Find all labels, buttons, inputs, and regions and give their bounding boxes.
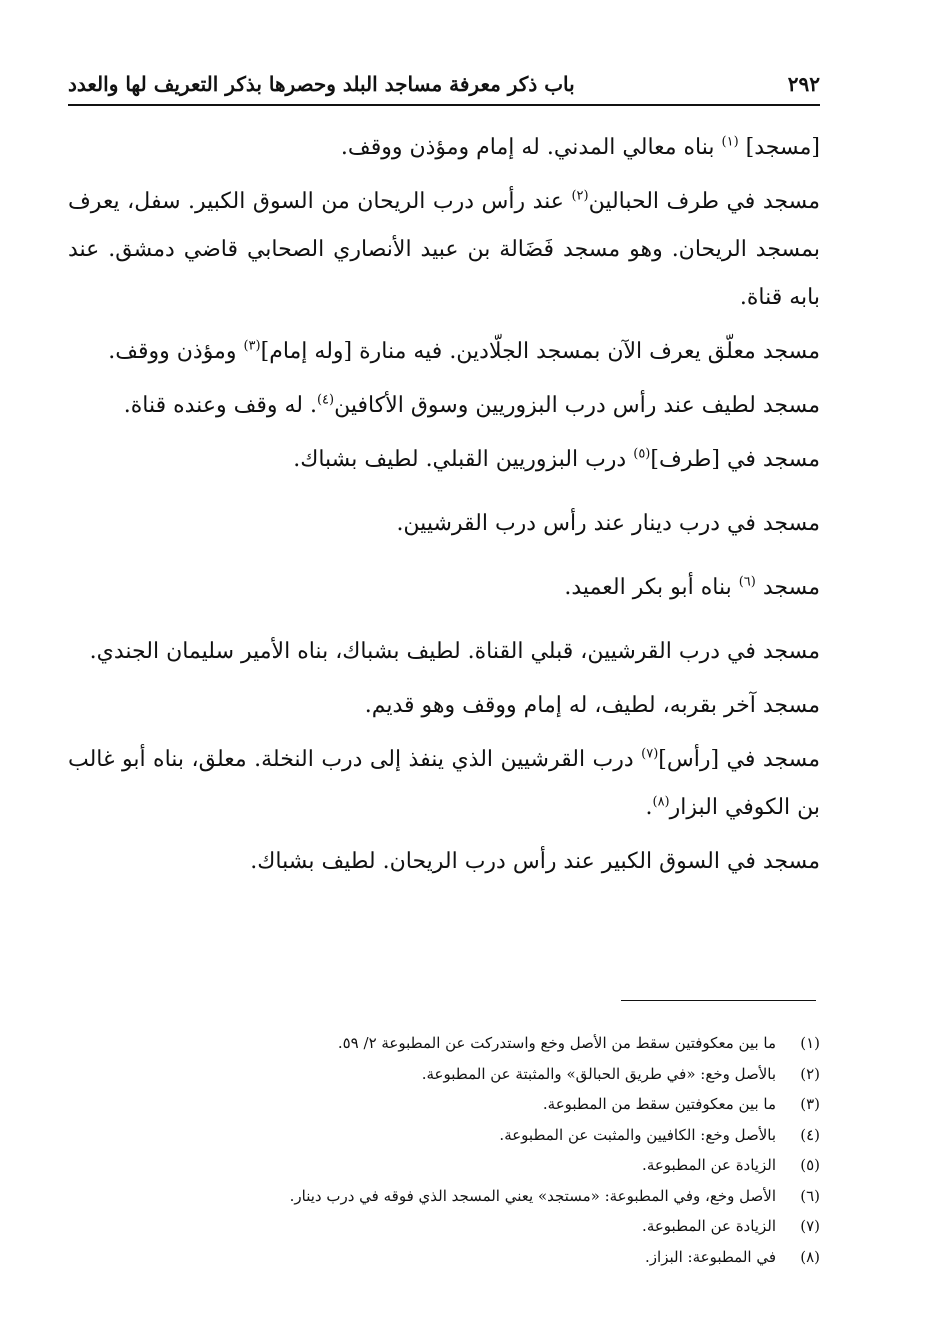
paragraph: مسجد آخر بقربه، لطيف، له إمام ووقف وهو قديم.	[364, 693, 820, 718]
footnote-number: (٢)	[800, 1064, 820, 1083]
footnote-ref[interactable]: (٧)	[641, 746, 659, 762]
footnote-number: (٣)	[800, 1095, 820, 1113]
paragraph: مسجد $^{(٦)}$ بناه أبو بكر العميد.	[564, 574, 820, 600]
footnote	[68, 1211, 820, 1242]
footnote-text: في المطبوعة: البزاز.	[645, 1247, 776, 1266]
footnote-number: (١)	[800, 1034, 820, 1052]
footnote-ref[interactable]: (٢)	[571, 188, 589, 204]
footnote-ref[interactable]: (٦)	[738, 574, 756, 590]
footnote-text: بالأصل وخع: «في طريق الحبالق» والمثبتة عن المطبوعة.	[421, 1064, 776, 1083]
paragraph: مسجد معلّق يعرف الآن بمسجد الجلّادين. فيه منارة [وله إمام]$^{(٣)}$ ومؤذن ووقف.	[108, 338, 820, 364]
paragraph: مسجد في درب دينار عند رأس درب القرشيين.	[396, 511, 820, 536]
footnote-number: (٧)	[800, 1217, 820, 1235]
footnote	[68, 1120, 820, 1151]
footnote-number: (٦)	[800, 1186, 820, 1205]
footnote-number: (٨)	[800, 1247, 820, 1266]
footnote-ref[interactable]: (٣)	[243, 338, 261, 354]
footnote-text: الزيادة عن المطبوعة.	[642, 1156, 776, 1174]
paragraph: مسجد في درب القرشيين، قبلي القناة. لطيف بشباك، بناه الأمير سليمان الجندي.	[89, 639, 820, 664]
footnote-ref[interactable]: (٨)	[652, 794, 670, 810]
footnote-text: ما بين معكوفتين سقط من الأصل وخع واستدركت عن المطبوعة ٢/ ٥٩.	[337, 1034, 776, 1052]
footnote-text: ما بين معكوفتين سقط من المطبوعة.	[542, 1095, 776, 1113]
footnote-text: بالأصل وخع: الكافيين والمثبت عن المطبوعة.	[499, 1125, 776, 1144]
footnote-text: الزيادة عن المطبوعة.	[642, 1217, 776, 1235]
paragraph: مسجد في السوق الكبير عند رأس درب الريحان. لطيف بشباك.	[250, 849, 820, 874]
footnote-separator	[621, 1000, 816, 1001]
header-rule	[68, 104, 820, 106]
footnote	[68, 1181, 820, 1212]
footnote	[68, 1089, 820, 1120]
paragraph: مسجد في [طرف]$^{(٥)}$ درب البزوريين القبلي. لطيف بشباك.	[293, 446, 820, 472]
paragraph: مسجد لطيف عند رأس درب البزوريين وسوق الأكافين$^{(٤)}$. له وقف وعنده قناة.	[123, 392, 820, 418]
footnote-text: الأصل وخع، وفي المطبوعة: «مستجد» يعني المسجد الذي فوقه في درب دينار.	[289, 1186, 776, 1205]
footnote-ref[interactable]: (١)	[721, 134, 739, 150]
footnote	[68, 1059, 820, 1090]
footnote	[68, 1242, 820, 1273]
footnote	[68, 1028, 820, 1059]
footnote-ref[interactable]: (٤)	[316, 392, 335, 408]
page-header	[68, 66, 820, 102]
main-text	[68, 124, 820, 892]
footnote-number: (٥)	[800, 1156, 820, 1174]
paragraph: مسجد في طرف الحبالين$^{(٢)}$ عند رأس درب الريحان من السوق الكبير. سفل، يعرف بمسجد الريحان. وهو مسجد فَضَالة بن عبيد الأنصاري الصحابي قاضي دمشق. عند بابه قناة.	[68, 188, 820, 310]
paragraph: مسجد في [رأس]$^{(٧)}$ درب القرشيين الذي ينفذ إلى درب النخلة. معلق، بناه أبو غالب بن الكوفي البزار$^{(٨)}$.	[68, 746, 820, 820]
footnote	[68, 1150, 820, 1181]
page-number: ٢٩٢	[787, 72, 820, 96]
running-title: باب ذكر معرفة مساجد البلد وحصرها بذكر التعريف لها والعدد	[68, 72, 575, 96]
paragraph: [مسجد] $^{(١)}$ بناه معالي المدني. له إمام ومؤذن ووقف.	[340, 134, 820, 160]
footnote-ref[interactable]: (٥)	[633, 446, 651, 462]
footnotes	[68, 1028, 820, 1272]
footnote-number: (٤)	[800, 1125, 820, 1144]
